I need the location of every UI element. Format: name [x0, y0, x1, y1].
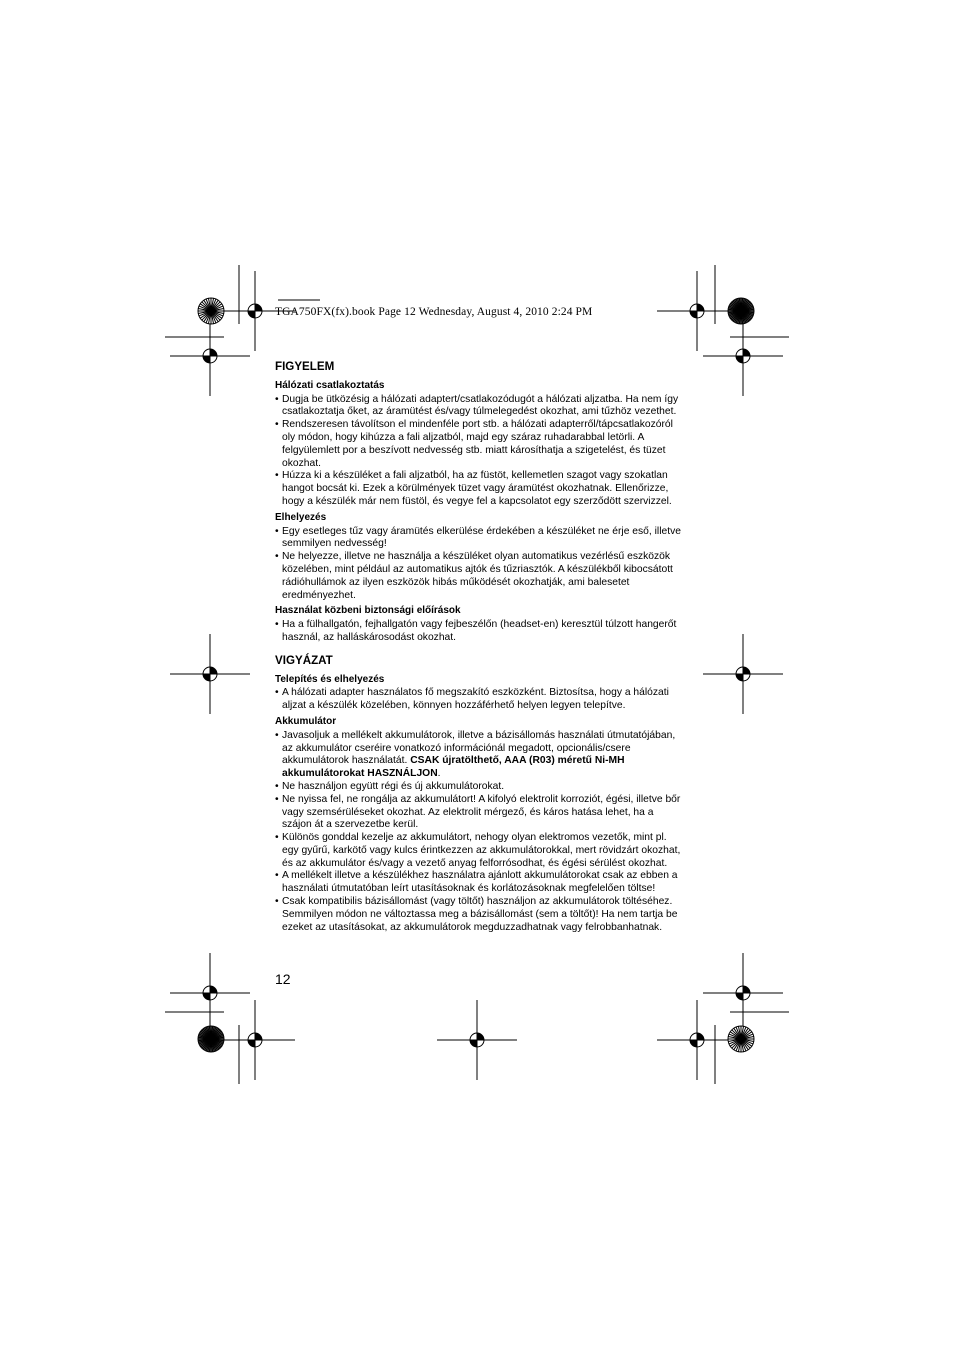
subsection-title: Elhelyezés — [275, 511, 327, 523]
list-item: • A mellékelt illetve a készülékhez használatra ajánlott akkumulátorokat csak az ebben a használati útmutatóban leírt utasításoknak és korlátozásoknak megfelelően töltse! — [275, 870, 678, 895]
section-vigyazat — [275, 655, 681, 935]
page-number: 12 — [275, 971, 291, 987]
list-item: • Rendszeresen távolítson el mindenféle port stb. a hálózati adapterről/tápcsatlakozóról oly módon, hogy kihúzza a fali aljzatból, majd egy száraz ruhadarabbal letörli. A felgyülemlett por a beszívott nedvesség stb. miatt károsíthatja a szigetelést, és tüzet okozhat. — [275, 419, 673, 469]
list-item: • Ha a fülhallgatón, fejhallgatón vagy fejbeszélőn (headset-en) keresztül túlzott hangerőt használ, az halláskárosodást okozhat. — [275, 619, 677, 643]
subsection-title: Használat közbeni biztonsági előírások — [275, 605, 461, 617]
list-item: • Javasoljuk a mellékelt akkumulátorok, illetve a bázisállomás használati útmutatójában, az akkumulátor cseréire vonatkozó információnál megadott, opcionális/csere akkumulátorok használatát. CSAK újratölthető, AAA (R03) méretű Ni-MH akkumulátorokat HASZNÁLJON. — [275, 729, 676, 780]
list-item: • A hálózati adapter használatos fő megszakító eszközként. Biztosítsa, hogy a hálózati aljzat a készülék közelében, könnyen hozzáférhető helyen legyen telepítve. — [275, 687, 669, 712]
list-item: • Ne nyissa fel, ne rongálja az akkumulátort! A kifolyó elektrolit korroziót, égési, illetve bőr vagy szemsérüléseket okozhat. Az elektrolit mérgező, és káros hatása lehet, ha a szájon át a szervezetbe kerül. — [275, 793, 681, 831]
list-item: • Különös gonddal kezelje az akkumulátort, nehogy olyan elektromos vezetők, mint pl. egy gyűrű, karkötő vagy kulcs érintkezzen az akkumulátorokkal, mert rövidzárt okozhat, és az akkumulátor és/vagy a vezető anyag felforrósodhat, és égési sérülést okozhat. — [275, 832, 681, 869]
list-item: • Csak kompatibilis bázisállomást (vagy töltőt) használjon az akkumulátorok töltéséhez. Semmilyen módon ne változtassa meg a bázisállomást (sem a töltőt)! Ha nem tartja be ezeket az utasításokat, az akkumulátorok megduzzadhatnak vagy felrobbanhatnak. — [275, 896, 678, 933]
section-figyelem — [275, 361, 681, 645]
list-item: • Egy esetleges tűz vagy áramütés elkerülése érdekében a készüléket ne érje eső, illetve semmilyen nedvesség! — [275, 525, 681, 550]
book-header: TGA750FX(fx).book Page 12 Wednesday, August 4, 2010 2:24 PM — [275, 306, 593, 318]
list-item: • Dugja be ütközésig a hálózati adaptert/csatlakozódugót a hálózati aljzatba. Ha nem így csatlakoztatja őket, az áramütést és/vagy túlmelegedést okozhat, ami tűzhöz vezethet. — [275, 393, 679, 418]
section-title: FIGYELEM — [275, 360, 335, 373]
section-title: VIGYÁZAT — [275, 653, 333, 667]
subsection-title: Akkumulátor — [275, 715, 337, 727]
list-item: • Ne használjon együtt régi és új akkumulátorokat. — [275, 780, 505, 792]
subsection-title: Hálózati csatlakoztatás — [275, 379, 385, 391]
subsection-title: Telepítés és elhelyezés — [275, 673, 385, 685]
list-item: • Ne helyezze, illetve ne használja a készüléket olyan automatikus vezérlésű eszközök közelében, mint például az automatikus ajtók és tűzriasztók. A készülékből kibocsátott rádióhullámok az ilyen eszközök hibás működését okozhatják, ami balesetet eredményezhet. — [275, 551, 673, 601]
document-body — [275, 361, 681, 934]
list-item: • Húzza ki a készüléket a fali aljzatból, ha az füstöt, kellemetlen szagot vagy szokatlan hangot bocsát ki. Ezek a körülmények tüzet vagy áramütést okozhatnak. Ellenőrizze, hogy a készülék már nem füstöl, és vegye fel a kapcsolatot egy szerződött szervizzel. — [275, 470, 672, 507]
